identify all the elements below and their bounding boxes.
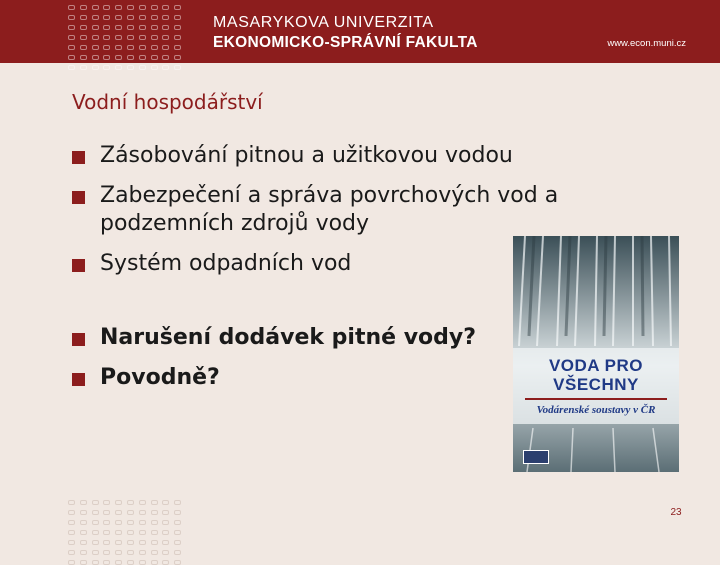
pattern-cell [80,45,87,50]
pattern-cell [127,45,134,50]
page-number: 23 [670,507,682,518]
pattern-cell [174,550,181,555]
pattern-cell [162,5,169,10]
square-bullet-icon [72,151,85,164]
pattern-cell [103,45,110,50]
pattern-cell [92,35,99,40]
university-name: MASARYKOVA UNIVERZITA [213,14,434,31]
pattern-cell [103,520,110,525]
bullet-text: Zásobování pitnou a užitkovou vodou [100,143,513,168]
pattern-cell [68,550,75,555]
pattern-cell [151,550,158,555]
pattern-cell [92,5,99,10]
pattern-cell [92,550,99,555]
pattern-cell [92,45,99,50]
pattern-cell [151,25,158,30]
pattern-cell [115,540,122,545]
pattern-cell [162,35,169,40]
pattern-cell [115,520,122,525]
logo-pattern [68,5,186,70]
pattern-cell [174,560,181,565]
pattern-cell [151,55,158,60]
pattern-cell [162,15,169,20]
pattern-cell [174,45,181,50]
pattern-cell [139,55,146,60]
pattern-cell [80,5,87,10]
pattern-cell [151,5,158,10]
pattern-cell [92,540,99,545]
pattern-cell [68,25,75,30]
pattern-cell [139,45,146,50]
pattern-cell [151,510,158,515]
waterfall-illustration [513,236,679,472]
pattern-cell [162,540,169,545]
pattern-cell [162,65,169,70]
pattern-cell [139,530,146,535]
pattern-cell [103,530,110,535]
pattern-cell [115,55,122,60]
pattern-cell [151,540,158,545]
pattern-cell [162,550,169,555]
pattern-cell [103,5,110,10]
pattern-cell [92,55,99,60]
bullet-item [72,182,632,238]
header-bar [0,0,720,63]
pattern-cell [115,35,122,40]
pattern-cell [174,25,181,30]
pattern-cell [80,550,87,555]
pattern-cell [103,500,110,505]
pattern-cell [174,15,181,20]
pattern-cell [162,45,169,50]
bullet-text: Povodně? [100,365,220,390]
pattern-cell [68,560,75,565]
publisher-logo-icon [523,450,549,464]
pattern-cell [92,530,99,535]
pattern-cell [68,45,75,50]
pattern-cell [103,25,110,30]
pattern-cell [151,530,158,535]
pattern-cell [139,560,146,565]
pattern-cell [139,25,146,30]
pattern-cell [80,520,87,525]
pattern-cell [103,65,110,70]
pattern-cell [174,540,181,545]
pattern-cell [68,35,75,40]
square-bullet-icon [72,259,85,272]
pattern-cell [139,510,146,515]
pattern-cell [162,520,169,525]
pattern-cell [103,510,110,515]
pattern-cell [115,15,122,20]
pattern-cell [115,45,122,50]
pattern-cell [92,65,99,70]
pattern-cell [127,530,134,535]
pattern-cell [80,15,87,20]
pattern-cell [115,560,122,565]
pattern-cell [139,35,146,40]
bullet-item [72,142,632,170]
pattern-cell [80,55,87,60]
pattern-cell [162,25,169,30]
website-url: www.econ.muni.cz [607,38,686,49]
pattern-cell [162,530,169,535]
pattern-cell [68,510,75,515]
pattern-cell [162,560,169,565]
footer-pattern [68,500,186,565]
pattern-cell [92,520,99,525]
pattern-cell [162,500,169,505]
pattern-cell [174,55,181,60]
pattern-cell [139,5,146,10]
pattern-cell [151,45,158,50]
pattern-cell [80,560,87,565]
pattern-cell [115,5,122,10]
pattern-cell [92,510,99,515]
pattern-cell [68,65,75,70]
pattern-cell [68,15,75,20]
pattern-cell [127,65,134,70]
pattern-cell [127,540,134,545]
pattern-cell [127,55,134,60]
pattern-cell [68,500,75,505]
pattern-cell [139,15,146,20]
pattern-cell [127,550,134,555]
pattern-cell [174,5,181,10]
pattern-cell [80,510,87,515]
slide-title: Vodní hospodářství [72,90,263,114]
pattern-cell [139,500,146,505]
title-divider [525,398,667,400]
pattern-cell [92,500,99,505]
pattern-cell [80,35,87,40]
bullet-text: Systém odpadních vod [100,251,352,276]
pattern-cell [103,540,110,545]
pattern-cell [127,500,134,505]
pattern-cell [103,560,110,565]
pattern-cell [103,55,110,60]
pattern-cell [127,5,134,10]
pattern-cell [127,25,134,30]
pattern-cell [151,35,158,40]
pattern-cell [92,560,99,565]
pattern-cell [174,520,181,525]
pattern-cell [151,520,158,525]
book-title: VODA PRO VŠECHNY [548,356,644,394]
pattern-cell [174,65,181,70]
pattern-cell [151,560,158,565]
pattern-cell [174,35,181,40]
pattern-cell [80,500,87,505]
pattern-cell [162,510,169,515]
pattern-cell [127,35,134,40]
bullet-text: Zabezpečení a správa povrchových vod a podzemních zdrojů vody [100,183,559,236]
pattern-cell [103,35,110,40]
pattern-cell [174,510,181,515]
pattern-cell [80,530,87,535]
book-subtitle: Vodárenské soustavy v ČR [536,404,656,416]
pattern-cell [68,540,75,545]
pattern-cell [139,520,146,525]
faculty-name: EKONOMICKO-SPRÁVNÍ FAKULTA [213,34,478,51]
pattern-cell [127,510,134,515]
pattern-cell [80,540,87,545]
pattern-cell [80,25,87,30]
pattern-cell [80,65,87,70]
pattern-cell [139,540,146,545]
pattern-cell [68,520,75,525]
pattern-cell [68,530,75,535]
pattern-cell [139,65,146,70]
pattern-cell [127,520,134,525]
pattern-cell [151,15,158,20]
pattern-cell [92,15,99,20]
pattern-cell [115,510,122,515]
pattern-cell [115,550,122,555]
pattern-cell [139,550,146,555]
pattern-cell [115,25,122,30]
pattern-cell [127,15,134,20]
pattern-cell [115,65,122,70]
pattern-cell [151,500,158,505]
pattern-cell [151,65,158,70]
pattern-cell [103,550,110,555]
book-cover-image [513,236,679,472]
pattern-cell [162,55,169,60]
pattern-cell [115,500,122,505]
square-bullet-icon [72,333,85,346]
pattern-cell [68,5,75,10]
pattern-cell [127,560,134,565]
pattern-cell [174,500,181,505]
pattern-cell [174,530,181,535]
square-bullet-icon [72,373,85,386]
bullet-text: Narušení dodávek pitné vody? [100,325,477,350]
pattern-cell [68,55,75,60]
pattern-cell [92,25,99,30]
pattern-cell [103,15,110,20]
square-bullet-icon [72,191,85,204]
pattern-cell [115,530,122,535]
